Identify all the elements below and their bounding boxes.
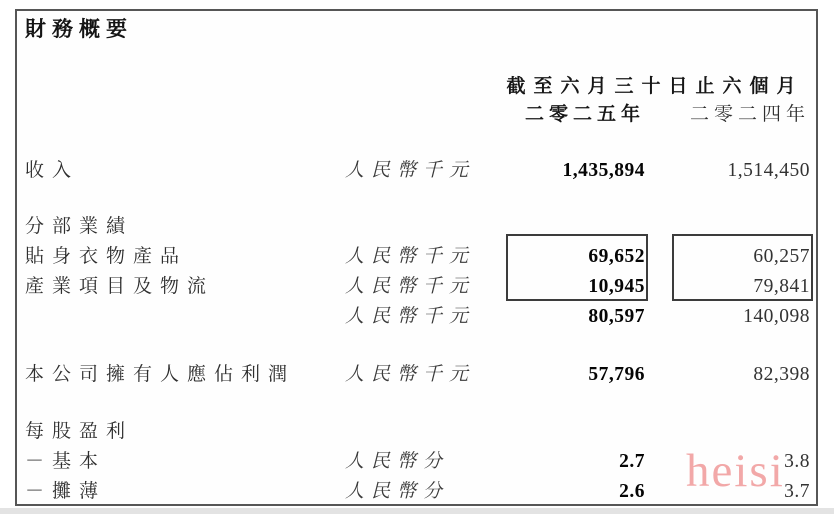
value-2024: 79,841 [753,276,810,297]
unit-cell: 人民幣千元 [345,276,476,297]
row-label: －攤薄 [25,481,107,502]
table-row-eps-heading [25,420,810,444]
unit-cell: 人民幣分 [345,451,450,472]
value-2025: 80,597 [588,306,645,327]
unit-cell: 人民幣千元 [345,246,476,267]
value-2025 [485,420,645,444]
table-row-industrial-logistics [25,275,810,299]
spacer-cell [345,103,485,127]
row-label: 貼身衣物產品 [25,246,188,267]
table-row-eps-basic [25,450,810,474]
value-2024 [645,420,810,444]
page-edge-shadow [0,508,834,514]
unit-cell: 人民幣分 [345,481,450,502]
row-label: 收入 [25,160,80,181]
row-label: －基本 [25,451,107,472]
column-header-years [25,103,810,127]
value-2024: 82,398 [753,364,810,385]
row-label: 本公司擁有人應佔利潤 [25,364,296,385]
value-2025: 69,652 [588,246,645,267]
value-2025: 57,796 [588,364,645,385]
value-2025: 2.6 [619,481,645,502]
value-2025: 1,435,894 [562,160,645,181]
spacer-cell [25,103,345,127]
column-header-2024: 二零二四年 [689,104,810,125]
unit-cell [345,420,485,444]
row-label [25,305,345,329]
column-header-2025: 二零二五年 [524,104,645,125]
value-2025: 10,945 [588,276,645,297]
value-2025 [485,215,645,239]
value-2024: 140,098 [743,306,810,327]
unit-cell: 人民幣千元 [345,160,476,181]
value-2024 [645,215,810,239]
column-header-period: 截至六月三十日止六個月 [506,76,804,97]
table-row-segment-results-heading [25,215,810,239]
value-2024: 60,257 [753,246,810,267]
value-2024: 3.7 [784,481,810,502]
value-2025: 2.7 [619,451,645,472]
row-label: 分部業績 [25,216,134,237]
value-2024: 3.8 [784,451,810,472]
watermark: heisi [686,445,785,497]
table-row-segment-total [25,305,810,329]
row-label: 產業項目及物流 [25,276,215,297]
table-row-eps-diluted [25,480,810,504]
table-row-profit-attributable [25,363,810,387]
table-row-intimate-apparel [25,245,810,269]
table-row-revenue [25,159,810,183]
value-2024: 1,514,450 [727,160,810,181]
unit-cell: 人民幣千元 [345,306,476,327]
unit-cell [345,215,485,239]
page-title: 財務概要 [25,17,133,41]
unit-cell: 人民幣千元 [345,364,476,385]
row-label: 每股盈利 [25,421,134,442]
